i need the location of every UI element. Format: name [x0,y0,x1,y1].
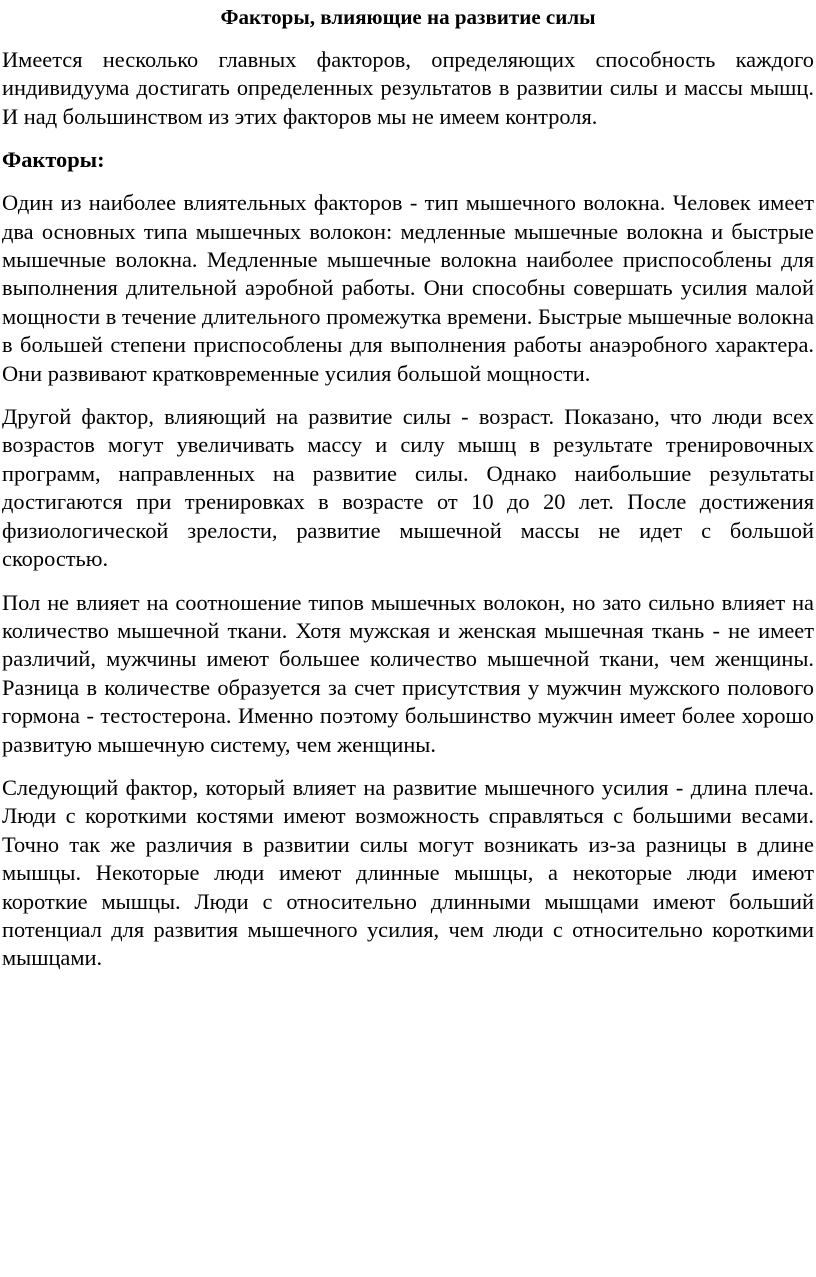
intro-paragraph: Имеется несколько главных факторов, определяющих способность каждого индивидуума достигать определенных результатов в развитии силы и массы мышц. И над большинством из этих факторов мы не имеем контроля. [2,47,814,129]
paragraph-fiber-type: Один из наиболее влиятельных факторов - тип мышечного волокна. Человек имеет два основных типа мышечных волокон: медленные мышечные волокна и быстрые мышечные волокна. Медленные мышечные волокна наиболее приспособлены для выполнения длительной аэробной работы. Они способны совершать усилия малой мощности в течение длительного промежутка времени. Быстрые мышечные волокна в большей степени приспособлены для выполнения работы анаэробного характера. Они развивают кратковременные усилия большой мощности. [2,190,814,386]
paragraph-limb-length: Следующий фактор, который влияет на развитие мышечного усилия - длина плеча. Люди с короткими костями имеют возможность справляться с большими весами. Точно так же различия в развитии силы могут возникать из-за разницы в длине мышцы. Некоторые люди имеют длинные мышцы, а некоторые люди имеют короткие мышцы. Люди с относительно длинными мышцами имеют больший потенциал для развития мышечного усилия, чем люди с относительно короткими мышцами. [2,774,814,971]
paragraph-age: Другой фактор, влияющий на развитие силы - возраст. Показано, что люди всех возрастов могут увеличивать массу и силу мышц в результате тренировочных программ, направленных на развитие силы. Однако наибольшие результаты достигаются при тренировках в возрасте от 10 до 20 лет. После достижения физиологической зрелости, развитие мышечной массы не идет с большой скоростью. [2,404,814,572]
paragraph-gender: Пол не влияет на соотношение типов мышечных волокон, но зато сильно влияет на количество мышечной ткани. Хотя мужская и женская мышечная ткань - не имеет различий, мужчины имеют большее количество мышечной ткани, чем женщины. Разница в количестве образуется за счет присутствия у мужчин мужского полового гормона - тестостерона. Именно поэтому большинство мужчин имеет более хорошо развитую мышечную систему, чем женщины. [2,589,814,757]
section-heading: Факторы: [2,147,105,173]
document-title: Факторы, влияющие на развитие силы [220,5,596,29]
